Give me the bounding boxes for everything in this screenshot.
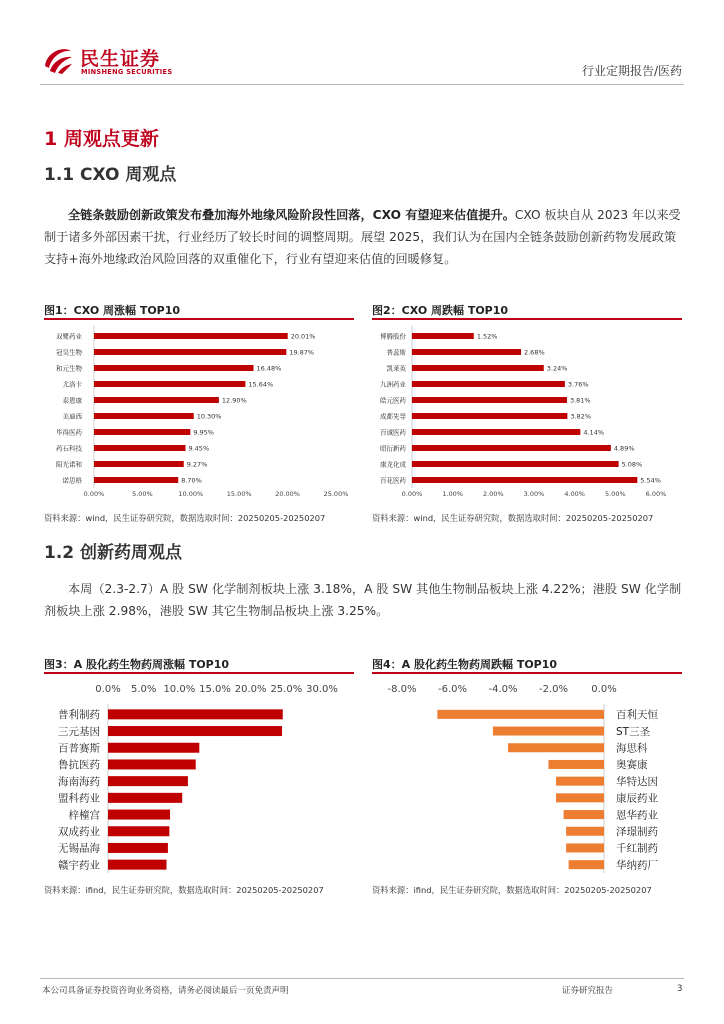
- fig3-bar: [108, 793, 182, 803]
- fig1-data-label: 19.87%: [289, 348, 315, 357]
- logo-text-en: MINSHENG SECURITIES: [81, 68, 173, 76]
- fig1-data-label: 9.45%: [188, 444, 210, 453]
- fig1-tick-label: 20.00%: [275, 490, 300, 498]
- fig2-category-label: 百花医药: [380, 476, 406, 485]
- fig4-source: 资料来源：ifind，民生证券研究院，数据选取时间：20250205-20250207: [372, 885, 652, 895]
- fig1-title: 图1：CXO 周涨幅 TOP10: [44, 304, 181, 317]
- fig2-tick-label: 6.00%: [645, 490, 667, 498]
- fig3-bar: [108, 709, 283, 719]
- fig2-category-label: 百诚医药: [380, 428, 406, 437]
- fig2-data-label: 4.14%: [583, 428, 605, 437]
- fig3-category-label: 普利制药: [58, 709, 100, 722]
- fig2-category-label: 九洲药业: [380, 380, 406, 389]
- fig2-data-label: 5.08%: [621, 460, 643, 469]
- fig3-bar: [108, 743, 199, 753]
- fig1-bar: [94, 429, 190, 435]
- fig4-bar: [564, 810, 604, 819]
- fig1-category-label: 美迪西: [62, 412, 82, 421]
- fig2-tick-label: 1.00%: [442, 490, 463, 498]
- fig1-data-label: 15.64%: [248, 380, 274, 389]
- fig4-bar: [566, 843, 604, 852]
- fig3-source: 资料来源：ifind，民生证券研究院，数据选取时间：20250205-20250207: [44, 885, 324, 895]
- logo-mark-icon: [40, 42, 74, 76]
- fig4-category-label: 奥赛康: [616, 759, 648, 772]
- fig3-tick-label: 20.0%: [234, 684, 267, 695]
- fig2-data-label: 5.54%: [640, 476, 661, 485]
- fig3-bar: [108, 759, 196, 769]
- fig1-bar: [94, 365, 254, 371]
- fig2-data-label: 3.81%: [569, 396, 591, 405]
- fig4-bar: [566, 827, 604, 836]
- fig2-tick-label: 5.00%: [605, 490, 626, 498]
- fig1-category-label: 双鹭药业: [56, 332, 82, 341]
- fig4-tick-label: -2.0%: [538, 684, 569, 695]
- fig2-title-rule: [372, 318, 682, 320]
- fig2-category-label: 博腾股份: [380, 332, 406, 341]
- fig1-category-label: 毕得医药: [56, 428, 82, 437]
- fig2-tick-label: 3.00%: [523, 490, 545, 498]
- fig4-category-label: 泽璟制药: [616, 826, 658, 839]
- fig2-bar: [412, 461, 619, 467]
- fig1-data-label: 16.48%: [256, 364, 282, 373]
- fig4-bar: [508, 743, 604, 752]
- fig2-tick-label: 4.00%: [564, 490, 585, 498]
- fig3-chart: [44, 676, 354, 876]
- fig1-data-label: 8.70%: [181, 476, 202, 485]
- fig2-bar: [412, 365, 544, 371]
- fig1-bar: [94, 397, 219, 403]
- cxo-paragraph-bold: 全链条鼓励创新政策发布叠加海外地缘风险阶段性回落，CXO 有望迎来估值提升。: [68, 208, 515, 222]
- fig1-bar: [94, 413, 194, 419]
- fig3-bar: [108, 843, 168, 853]
- fig4-category-label: 千红制药: [616, 842, 658, 855]
- fig3-tick-label: 10.0%: [163, 684, 196, 695]
- fig2-title: 图2：CXO 周跌幅 TOP10: [372, 304, 509, 317]
- fig1-category-label: 药石科技: [56, 444, 82, 453]
- fig2-data-label: 3.76%: [567, 380, 589, 389]
- fig1-source: 资料来源：wind，民生证券研究院，数据选取时间：20250205-20250207: [44, 513, 326, 523]
- logo-text-cn: 民生证券: [80, 48, 161, 70]
- fig2-data-label: 2.68%: [523, 348, 545, 357]
- fig2-tick-label: 0.00%: [401, 490, 423, 498]
- fig1-bar: [94, 477, 178, 483]
- fig4-tick-label: -6.0%: [437, 684, 468, 695]
- fig4-chart: [372, 676, 682, 876]
- fig4-category-label: 海思科: [616, 742, 648, 755]
- fig4-bar: [493, 727, 604, 736]
- fig2-data-label: 3.24%: [546, 364, 568, 373]
- fig3-category-label: 双成药业: [58, 826, 100, 839]
- fig1-category-label: 泰恩康: [62, 396, 82, 405]
- fig1-category-label: 冠昊生物: [56, 348, 82, 357]
- fig4-category-label: 华纳药厂: [616, 859, 658, 872]
- fig3-category-label: 鲁抗医药: [58, 759, 100, 772]
- fig1-category-label: 尤洛卡: [62, 380, 82, 389]
- fig3-category-label: 海南海药: [58, 775, 100, 788]
- fig3-tick-label: 25.0%: [270, 684, 303, 695]
- fig2-data-label: 3.82%: [570, 412, 592, 421]
- fig4-bar: [556, 777, 604, 786]
- page-number: 3: [677, 984, 683, 994]
- minsheng-logo: [40, 42, 180, 78]
- fig2-category-label: 普蕊斯: [386, 348, 406, 357]
- report-type-label: 行业定期报告/医药: [581, 64, 682, 78]
- fig2-category-label: 成都先导: [380, 412, 406, 421]
- cxo-paragraph: [44, 204, 684, 270]
- fig4-bar: [548, 760, 604, 769]
- fig1-bar: [94, 461, 184, 467]
- fig4-category-label: 康辰药业: [616, 792, 658, 805]
- fig4-category-label: 恩华药业: [616, 809, 658, 822]
- fig4-bar: [437, 710, 604, 719]
- fig3-tick-label: 15.0%: [199, 684, 231, 695]
- fig3-tick-label: 5.0%: [130, 684, 157, 695]
- fig3-bar: [108, 726, 282, 736]
- fig4-tick-label: 0.0%: [591, 684, 617, 695]
- fig4-tick-label: -8.0%: [387, 684, 417, 695]
- cxo-paragraph-text: CXO 板块自从 2023 年以来受制于诸多外部因素干扰，行业经历了较长时间的调整周期。展望 2025，我们认为在国内全链条鼓励创新药物发展政策支持+海外地缘政治风险回落的双重催化下，行业有望迎来估值的回暖修复。: [44, 208, 681, 266]
- subsection-title-innovative: 1.2 创新药周观点: [44, 543, 183, 563]
- fig2-bar: [412, 429, 580, 435]
- footer-label: 证券研究报告: [562, 986, 614, 996]
- fig1-data-label: 20.01%: [290, 332, 316, 341]
- fig1-tick-label: 10.00%: [178, 490, 204, 498]
- fig2-category-label: 皓元医药: [380, 396, 406, 405]
- fig2-bar: [412, 397, 567, 403]
- footer-divider: [40, 978, 684, 979]
- fig1-title-rule: [44, 318, 354, 320]
- header-divider: [40, 84, 684, 85]
- fig2-bar: [412, 477, 637, 483]
- fig3-category-label: 三元基因: [58, 725, 100, 738]
- fig3-category-label: 赣宇药业: [58, 859, 100, 872]
- fig3-category-label: 无锡晶海: [58, 842, 100, 855]
- fig2-category-label: 康龙化成: [380, 460, 406, 469]
- fig2-bar: [412, 333, 474, 339]
- fig3-tick-label: 30.0%: [306, 684, 338, 695]
- fig1-bar: [94, 381, 245, 387]
- fig4-bar: [556, 793, 604, 802]
- fig3-category-label: 百普赛斯: [58, 742, 100, 755]
- fig1-data-label: 9.27%: [186, 460, 208, 469]
- section-title: 1 周观点更新: [44, 128, 159, 150]
- fig3-tick-label: 0.0%: [95, 684, 121, 695]
- fig1-tick-label: 15.00%: [226, 490, 252, 498]
- fig2-tick-label: 2.00%: [483, 490, 504, 498]
- fig4-category-label: 百利天恒: [616, 709, 658, 722]
- fig4-category-label: 华特达因: [616, 775, 658, 788]
- fig3-bar: [108, 826, 169, 836]
- fig3-bar: [108, 810, 170, 820]
- fig2-data-label: 4.89%: [613, 444, 635, 453]
- fig2-bar: [412, 381, 565, 387]
- fig1-tick-label: 5.00%: [132, 490, 153, 498]
- fig3-title: 图3：A 股化药生物药周涨幅 TOP10: [44, 658, 230, 671]
- fig4-bar: [569, 860, 604, 869]
- fig3-bar: [108, 776, 188, 786]
- fig2-data-label: 1.52%: [476, 332, 498, 341]
- fig1-category-label: 和元生物: [56, 364, 82, 373]
- fig1-bar: [94, 349, 286, 355]
- footer-disclaimer: 本公司具备证券投资咨询业务资格，请务必阅读最后一页免责声明: [42, 986, 289, 996]
- fig1-bar: [94, 445, 185, 451]
- fig2-category-label: 昭衍新药: [380, 444, 406, 453]
- fig1-tick-label: 25.00%: [323, 490, 349, 498]
- fig4-category-label: ST三圣: [616, 725, 651, 738]
- fig2-category-label: 凯莱英: [386, 364, 406, 373]
- fig1-data-label: 10.30%: [196, 412, 222, 421]
- fig2-chart: [372, 324, 682, 508]
- subsection-title-cxo: 1.1 CXO 周观点: [44, 165, 177, 185]
- fig4-title-rule: [372, 672, 682, 674]
- fig2-bar: [412, 349, 521, 355]
- fig2-bar: [412, 445, 611, 451]
- fig1-tick-label: 0.00%: [83, 490, 105, 498]
- fig2-bar: [412, 413, 567, 419]
- fig3-title-rule: [44, 672, 354, 674]
- fig1-chart: [44, 324, 354, 508]
- fig1-category-label: 阳光诺和: [56, 460, 82, 469]
- fig3-category-label: 梓橦宫: [68, 809, 100, 822]
- fig3-bar: [108, 860, 166, 870]
- innovative-paragraph: 本周（2.3-2.7）A 股 SW 化学制剂板块上涨 3.18%，A 股 SW 其他生物制品板块上涨 4.22%；港股 SW 化学制剂板块上涨 2.98%，港股 SW 其它生物制品板块上涨 3.25%。: [44, 582, 682, 618]
- fig1-bar: [94, 333, 288, 339]
- fig4-title: 图4：A 股化药生物药周跌幅 TOP10: [372, 658, 558, 671]
- fig1-category-label: 诺思格: [62, 476, 82, 485]
- fig1-data-label: 12.90%: [221, 396, 247, 405]
- fig1-data-label: 9.95%: [193, 428, 214, 437]
- fig4-tick-label: -4.0%: [488, 684, 518, 695]
- fig3-category-label: 盟科药业: [58, 792, 100, 805]
- fig2-source: 资料来源：wind，民生证券研究院，数据选取时间：20250205-20250207: [372, 513, 654, 523]
